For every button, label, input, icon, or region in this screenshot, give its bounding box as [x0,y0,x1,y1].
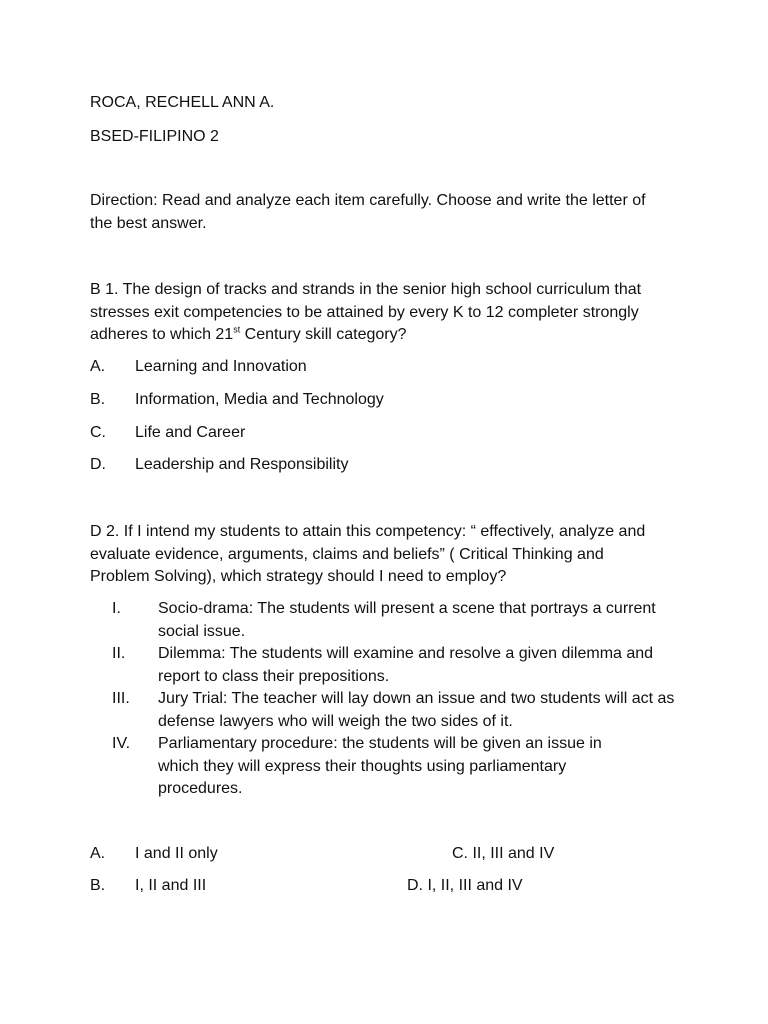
q2-choice-d: D. I, II, III and IV [407,877,523,894]
question-2-stem: D 2. If I intend my students to attain this competency: “ effectively, analyze and evaluate evidence, arguments, claims and beliefs” ( Critical Thinking and Problem Solving), which strategy should I need to employ? [90,523,646,585]
item-number: II. [112,645,126,662]
choice-letter: B. [90,877,106,894]
option-text: Life and Career [135,424,246,441]
question-1-superscript: st [233,324,241,335]
option-text: Learning and Innovation [135,358,307,375]
item-number: I. [112,600,121,617]
item-text: Dilemma: The students will examine and resolve a given dilemma and report to class their prepositions. [158,645,654,685]
item-text: Jury Trial: The teacher will lay down an issue and two students will act as defense lawyers who will weigh the two sides of it. [158,690,675,730]
direction-text: Direction: Read and analyze each item carefully. Choose and write the letter of the best answer. [90,192,646,232]
option-letter: B. [90,391,106,408]
option-text: Information, Media and Technology [135,391,384,408]
item-number: III. [112,690,130,707]
option-text: Leadership and Responsibility [135,456,349,473]
question-1-text: B 1. The design of tracks and strands in the senior high school curriculum that stresses exit competencies to be attained by every K to 12 completer strongly adheres to which 21 [90,281,642,343]
course-section: BSED-FILIPINO 2 [90,128,219,145]
item-number: IV. [112,735,131,752]
option-letter: C. [90,424,106,441]
option-letter: A. [90,358,106,375]
choice-text: I and II only [135,845,218,862]
item-text: Socio-drama: The students will present a scene that portrays a current social issue. [158,600,656,640]
question-1-text-end: Century skill category? [240,326,407,343]
option-letter: D. [90,456,106,473]
choice-text: I, II and III [135,877,207,894]
item-text: Parliamentary procedure: the students will be given an issue in which they will express their thoughts using parliamentary procedures. [158,735,602,797]
question-1-stem [90,279,650,347]
q2-choice-c: C. II, III and IV [452,845,555,862]
choice-letter: A. [90,845,106,862]
student-name: ROCA, RECHELL ANN A. [90,94,275,111]
